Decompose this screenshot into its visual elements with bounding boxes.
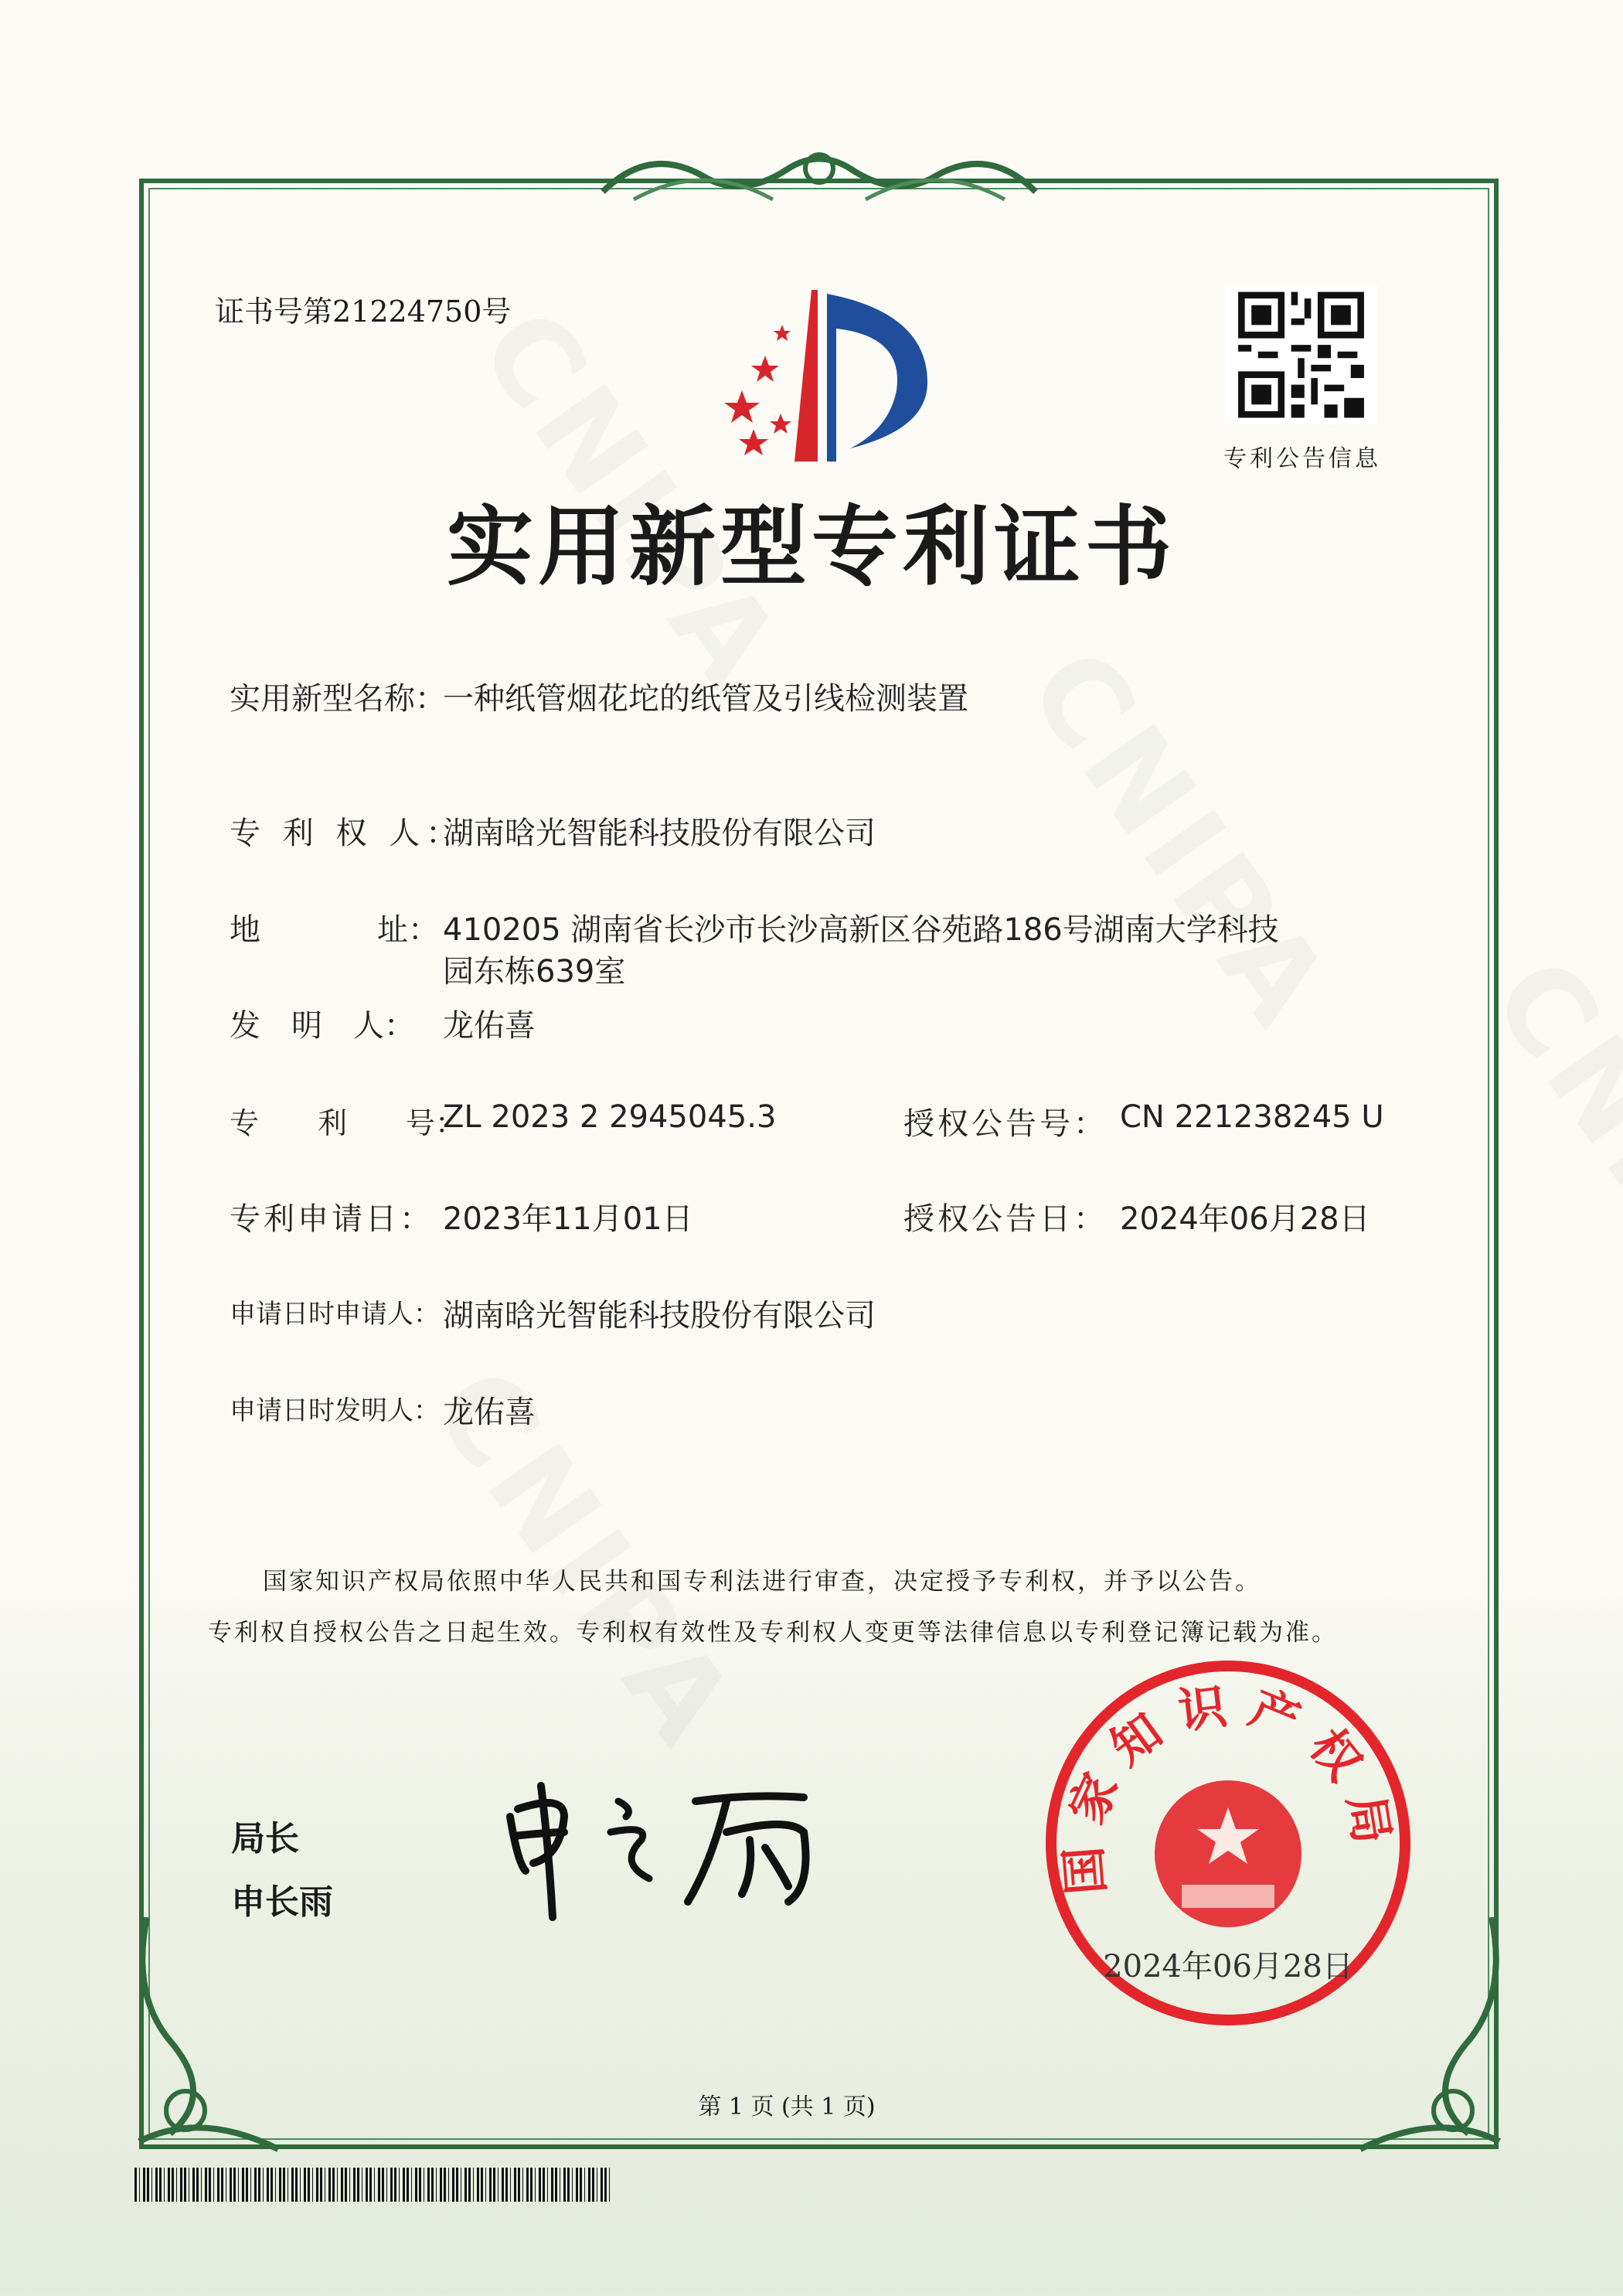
patentee-value: 湖南晗光智能科技股份有限公司: [443, 816, 876, 851]
inventor-at-filing-label: 申请日时发明人：: [230, 1395, 440, 1426]
applicant-at-filing-value: 湖南晗光智能科技股份有限公司: [443, 1298, 876, 1334]
filing-date-label: 专利申请日：: [230, 1201, 434, 1237]
grant-publication-number-value: CN 221238245 U: [1120, 1099, 1384, 1135]
address-label: 地: [230, 912, 260, 948]
statement-line-2: 专利权自授权公告之日起生效。专利权有效性及专利权人变更等法律信息以专利登记簿记载为准。: [208, 1619, 1338, 1647]
director-title: 局长: [231, 1819, 299, 1858]
address-value-line2: 园东栋639室: [443, 954, 626, 990]
inventor-label: 发 明 人：: [230, 1008, 415, 1044]
grant-publication-date-label: 授权公告日：: [903, 1201, 1108, 1237]
cnipa-logo: [696, 282, 943, 468]
address-label-suffix: 址：: [377, 912, 439, 948]
seal-text: 国家知识产权局: [1053, 1675, 1404, 1897]
director-signature: [495, 1770, 835, 1925]
qr-code[interactable]: [1225, 285, 1377, 424]
director-name: 申长雨: [231, 1882, 333, 1922]
patent-number-value: ZL 2023 2 2945045.3: [443, 1099, 777, 1135]
utility-model-name-value: 一种纸管烟花坨的纸管及引线检测装置: [443, 681, 968, 717]
qr-caption: 专利公告信息: [1223, 445, 1381, 472]
page-indicator: 第 1 页 (共 1 页): [698, 2093, 876, 2121]
inventor-at-filing-value: 龙佑喜: [443, 1395, 536, 1430]
applicant-at-filing-label: 申请日时申请人：: [230, 1299, 440, 1330]
filing-date-value: 2023年11月01日: [443, 1201, 693, 1237]
grant-publication-date-value: 2024年06月28日: [1120, 1201, 1370, 1237]
barcode: [134, 2168, 611, 2202]
inventor-value: 龙佑喜: [443, 1008, 536, 1044]
grant-publication-number-label: 授权公告号：: [903, 1106, 1108, 1142]
patentee-label: 专 利 权 人：: [230, 816, 464, 851]
certificate-title: 实用新型专利证书: [447, 497, 1176, 598]
utility-model-name-label: 实用新型名称：: [230, 681, 446, 717]
seal-date: 2024年06月28日: [1103, 1949, 1353, 1984]
top-ornament: [587, 138, 1051, 215]
address-value-line1: 410205 湖南省长沙市长沙高新区谷苑路186号湖南大学科技: [443, 912, 1279, 948]
statement-line-1: 国家知识产权局依照中华人民共和国专利法进行审查，决定授予专利权，并予以公告。: [263, 1568, 1261, 1596]
patent-number-label: 专 利 号：: [230, 1106, 465, 1140]
certificate-number: 证书号第21224750号: [215, 295, 512, 329]
